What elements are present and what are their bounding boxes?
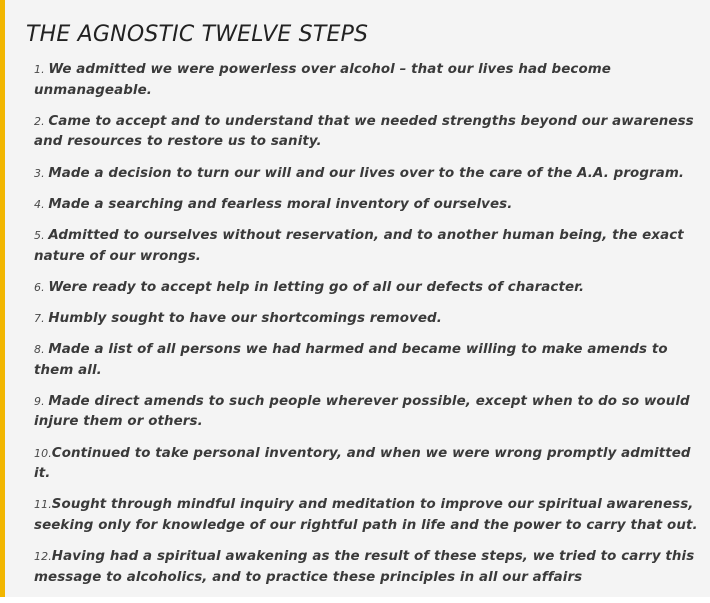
step-text: Made a searching and fearless moral inventory of ourselves. [48,196,513,212]
step-text: Made a list of all persons we had harmed and became willing to make amends to them all. [34,342,668,378]
step-number: 10. [34,446,52,460]
step-9 [34,392,698,433]
step-4 [34,195,698,216]
step-7 [34,309,698,330]
step-number: 9. [34,394,45,408]
step-1 [34,60,698,101]
step-number: 4. [34,197,45,211]
step-11 [34,495,698,536]
step-5 [34,226,698,267]
step-number: 12. [34,550,52,564]
step-text: We admitted we were powerless over alcohol – that our lives had become unmanageable. [34,62,611,98]
steps-list [34,60,698,599]
step-12 [34,547,698,588]
step-number: 11. [34,498,52,512]
step-number: 6. [34,280,45,294]
step-text: Admitted to ourselves without reservation, and to another human being, the exact nature of our wrongs. [34,227,684,264]
step-3 [34,164,698,185]
step-text: Continued to take personal inventory, and when we were wrong promptly admitted it. [34,445,691,482]
step-text: Were ready to accept help in letting go of all our defects of character. [48,279,585,295]
step-2 [34,112,698,153]
step-text: Made direct amends to such people wherever possible, except when to do so would injure them or others. [34,393,690,430]
page-title: THE AGNOSTIC TWELVE STEPS [26,22,369,47]
step-text: Having had a spiritual awakening as the result of these steps, we tried to carry this message to alcoholics, and to practice these principles in all our affairs [34,549,695,585]
step-number: 3. [34,166,45,180]
step-number: 8. [34,343,45,357]
step-text: Made a decision to turn our will and our lives over to the care of the A.A. program. [48,165,685,181]
step-10 [34,444,698,485]
step-text: Sought through mindful inquiry and meditation to improve our spiritual awareness, seeking only for knowledge of our rightful path in life and the power to carry that out. [34,497,698,534]
step-8 [34,340,698,381]
step-number: 1. [34,63,45,76]
step-number: 2. [34,114,45,128]
step-number: 7. [34,311,45,325]
step-number: 5. [34,228,45,242]
step-6 [34,278,698,299]
step-text: Came to accept and to understand that we needed strengths beyond our awareness and resources to restore us to sanity. [34,113,694,150]
step-text: Humbly sought to have our shortcomings removed. [48,310,442,326]
